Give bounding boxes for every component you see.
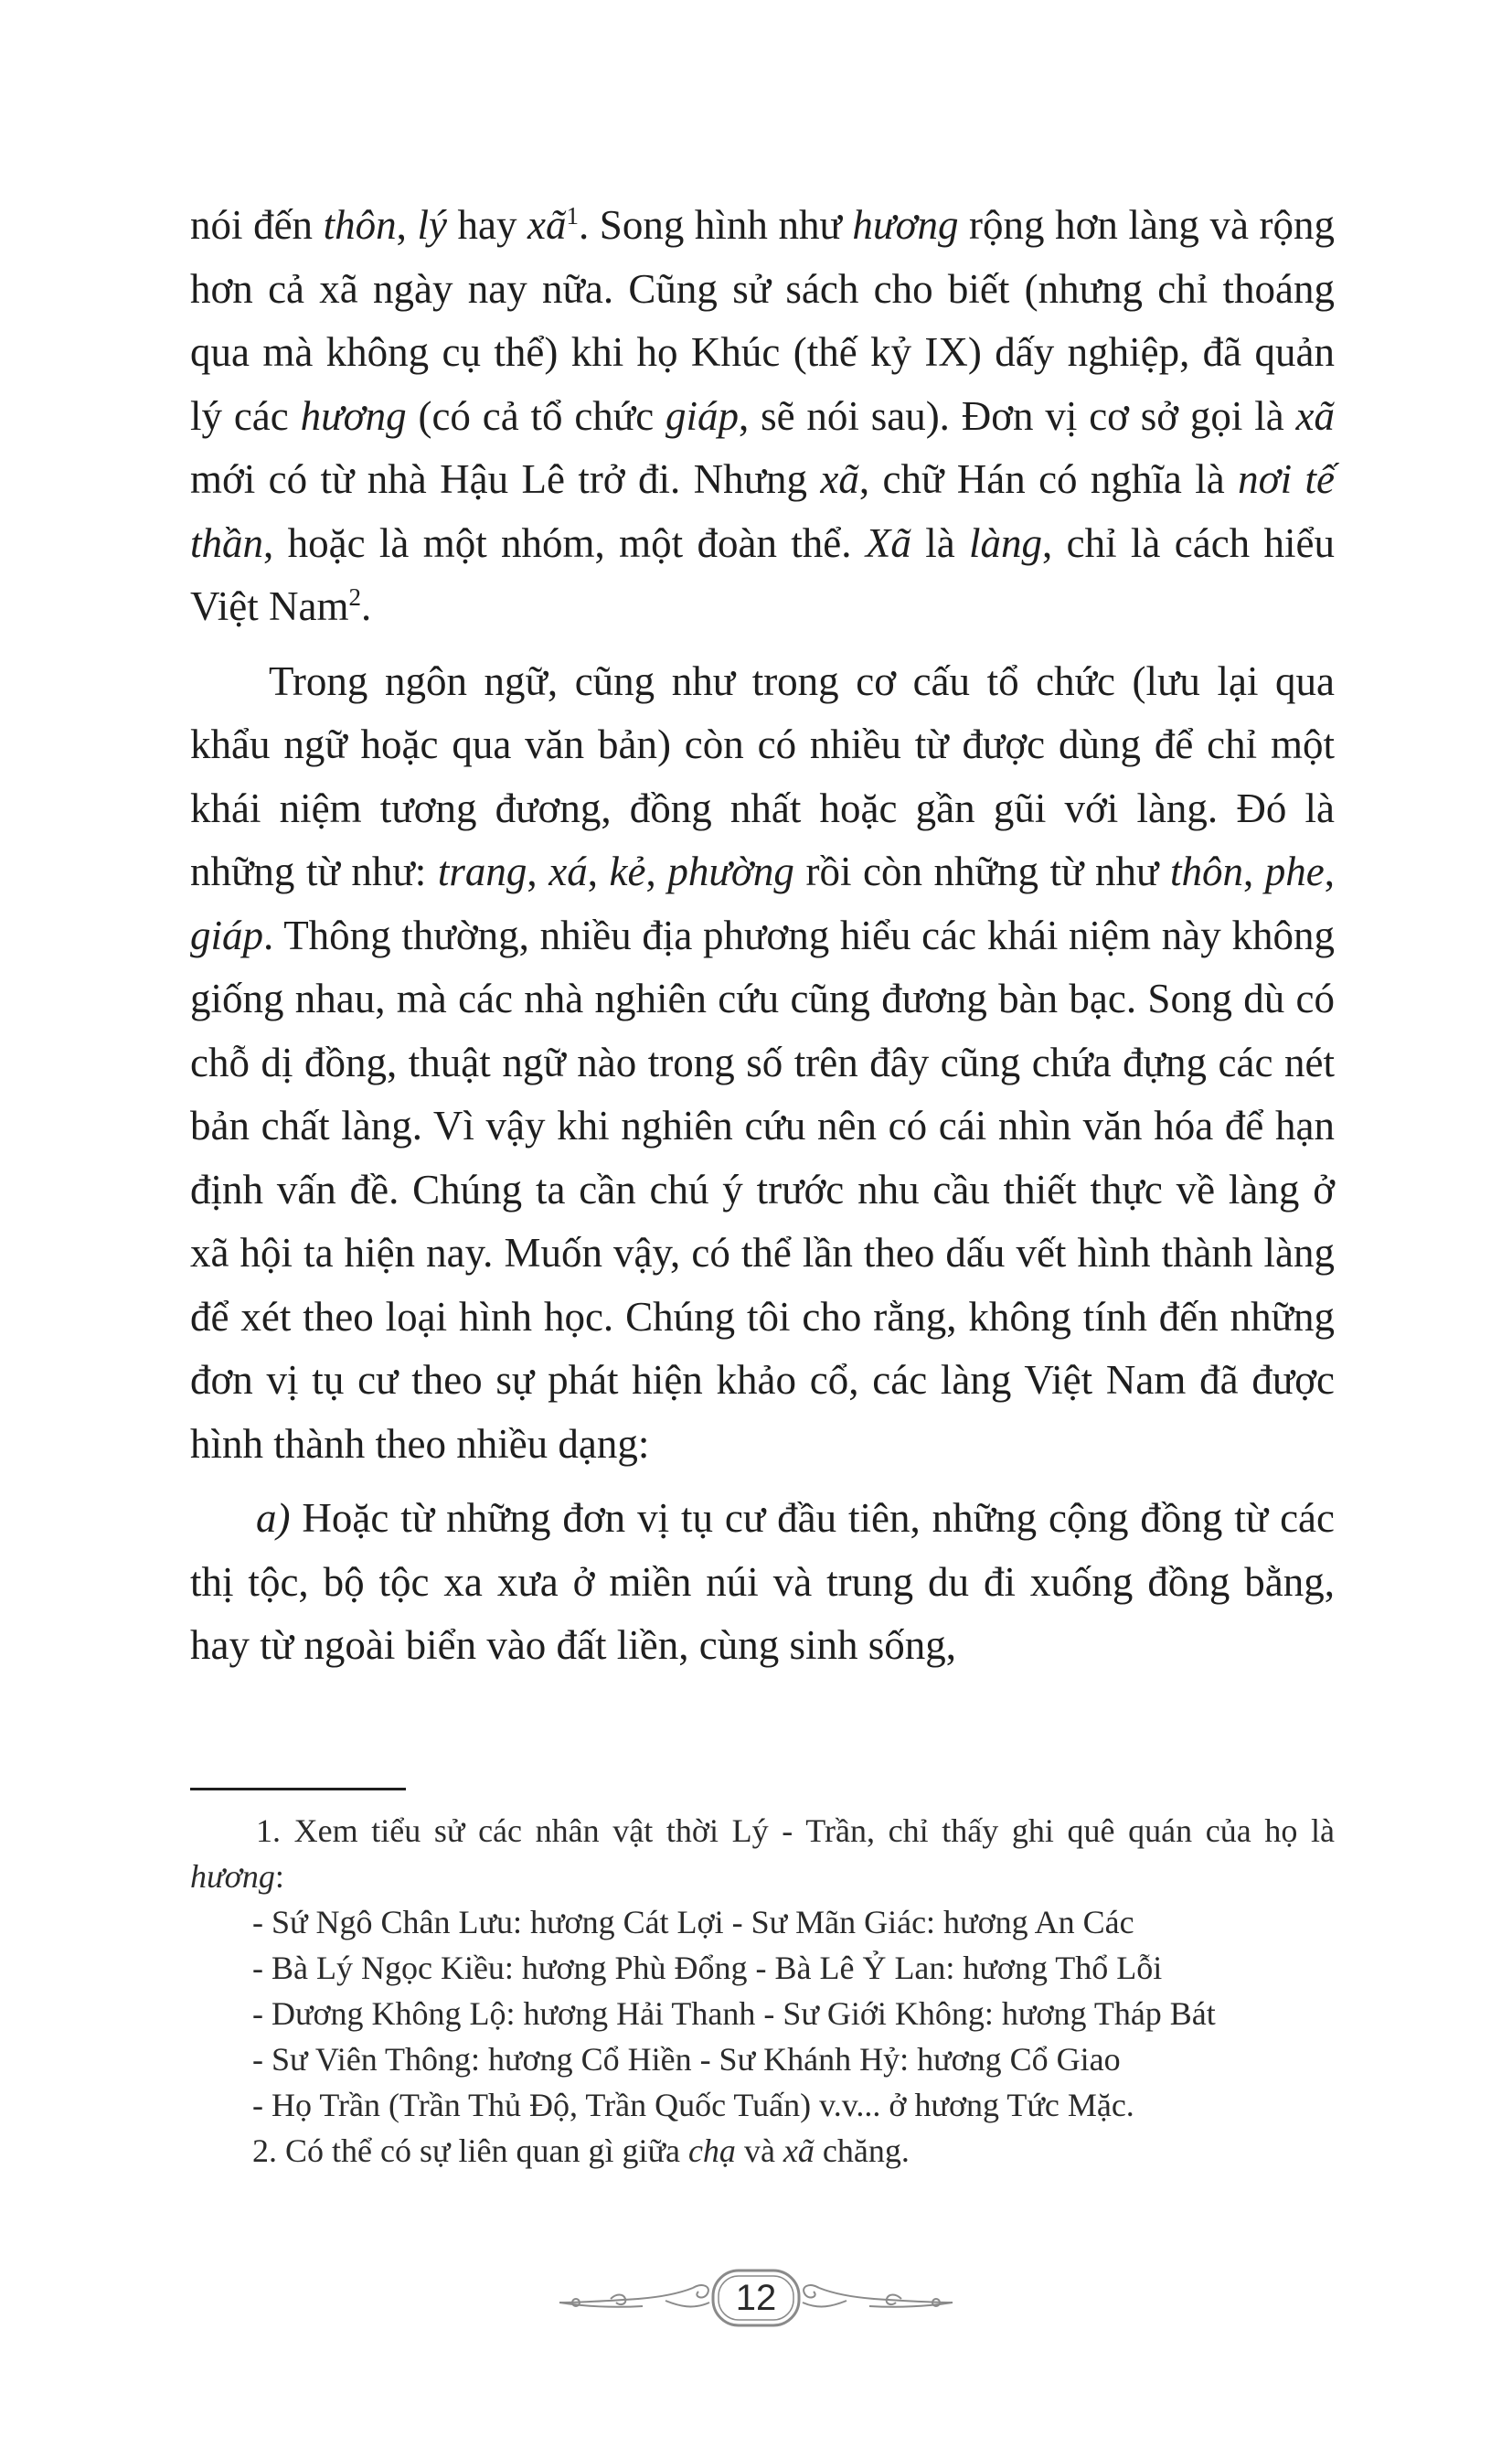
text-run: là <box>910 519 970 566</box>
text-run: , <box>527 849 549 894</box>
text-run: nói đến <box>190 202 324 248</box>
footnotes <box>190 1808 1335 2174</box>
footnote-list-item: - Sư Viên Thông: hương Cổ Hiền - Sư Khánh Hỷ: hương Cổ Giao <box>252 2041 1121 2078</box>
text-run: , hoặc là một nhóm, một đoàn thể. <box>263 519 866 566</box>
text-run: (có cả tổ chức <box>406 392 665 439</box>
footnote-divider <box>190 1788 406 1790</box>
paragraph-3 <box>190 1487 1335 1678</box>
text-run: Trong ngôn ngữ, cũng như trong cơ cấu tổ chức (lưu lại qua khẩu ngữ hoặc qua văn bản) còn có nhiều từ được dùng để chỉ một khái niệm tương đương, đồng nhất hoặc gần gũi với làng. Đó là những từ như: <box>190 657 1335 894</box>
italic-term: hương <box>300 392 407 439</box>
footnote-list-item: - Dương Không Lộ: hương Hải Thanh - Sư Giới Không: hương Tháp Bát <box>252 1995 1216 2032</box>
paragraph-2 <box>190 650 1335 1477</box>
text-run: , chữ Hán có nghĩa là <box>858 456 1239 502</box>
text-run: , <box>1324 849 1336 894</box>
text-run: : <box>274 1858 284 1895</box>
text-run: rộng hơn làng và rộng hơn cả xã ngày nay nữa. Cũng sử sách cho biết (nhưng chỉ thoáng qua mà không cụ thể) khi họ Khúc (thế kỷ IX) dấy nghiệp, đã quản lý các <box>190 202 1336 439</box>
text-run: . <box>361 583 372 629</box>
footnote-list-item: - Sứ Ngô Chân Lưu: hương Cát Lợi - Sư Mãn Giác: hương An Các <box>252 1904 1134 1940</box>
text-run: , sẽ nói sau). Đơn vị cơ sở gọi là <box>739 392 1296 439</box>
text-run: và <box>735 2132 783 2169</box>
italic-term: Xã <box>865 519 911 566</box>
italic-term: xã <box>527 202 567 248</box>
footnote-1 <box>190 1808 1335 1899</box>
footnote-ref-1: 1 <box>566 202 579 230</box>
italic-term: phe <box>1264 849 1325 894</box>
italic-term: làng <box>969 519 1043 566</box>
italic-term: phường <box>667 849 794 894</box>
text-run: Hoặc từ những đơn vị tụ cư đầu tiên, những cộng đồng từ các thị tộc, bộ tộc xa xưa ở miền núi và trung du đi xuống đồng bằng, hay từ ngoài biển vào đất liền, cùng sinh sống, <box>190 1495 1335 1668</box>
italic-term: xã <box>783 2132 815 2169</box>
text-run: hay <box>446 202 528 248</box>
italic-term: xá <box>548 849 588 894</box>
italic-term: chạ <box>687 2132 736 2169</box>
text-run: mới có từ nhà Hậu Lê trở đi. Nhưng <box>190 456 821 502</box>
footnote-list-item: - Họ Trần (Trần Thủ Độ, Trần Quốc Tuấn) v.v... ở hương Tức Mặc. <box>252 2087 1134 2123</box>
footnote-list-item: - Bà Lý Ngọc Kiều: hương Phù Đổng - Bà Lê Ỷ Lan: hương Thổ Lỗi <box>252 1950 1163 1986</box>
italic-term: giáp <box>665 392 740 439</box>
text-run: , <box>396 202 418 248</box>
text-run: 2. Có thể có sự liên quan gì giữa <box>252 2132 688 2169</box>
text-run: , <box>587 849 610 894</box>
italic-term: xã <box>820 456 859 502</box>
italic-term: xã <box>1295 392 1336 439</box>
text-run: , chỉ là cách hiểu Việt Nam <box>190 519 1335 629</box>
text-run: 1. Xem tiểu sử các nhân vật thời Lý - Trần, chỉ thấy ghi quê quán của họ là <box>256 1812 1335 1849</box>
text-run: rồi còn những từ như <box>793 849 1170 894</box>
italic-term: lý <box>417 202 447 248</box>
footnote-ref-2: 2 <box>348 583 361 611</box>
italic-term: giáp <box>190 912 264 958</box>
italic-term: trang <box>437 849 527 894</box>
text-run: . Song hình như <box>579 202 853 248</box>
text-run: chăng. <box>814 2132 910 2169</box>
text-run: . Thông thường, nhiều địa phương hiểu các khái niệm này không giống nhau, mà các nhà nghiên cứu cũng đương bàn bạc. Song dù có chỗ dị đồng, thuật ngữ nào trong số trên đây cũng chứa đựng các nét bản chất làng. Vì vậy khi nghiên cứu nên có cái nhìn văn hóa để hạn định vấn đề. Chúng ta cần chú ý trước nhu cầu thiết thực về làng ở xã hội ta hiện nay. Muốn vậy, có thể lần theo dấu vết hình thành làng để xét theo loại hình học. Chúng tôi cho rằng, không tính đến những đơn vị tụ cư theo sự phát hiện khảo cổ, các làng Việt Nam đã được hình thành theo nhiều dạng: <box>190 912 1335 1467</box>
list-marker: a) <box>256 1495 291 1541</box>
italic-term: thôn <box>1169 849 1243 894</box>
italic-term: hương <box>852 202 959 248</box>
footnote-2 <box>190 2128 1335 2174</box>
page-number-ornament <box>556 2266 956 2330</box>
text-run: , <box>645 849 668 894</box>
paragraph-1 <box>190 194 1335 639</box>
text-run: , <box>1242 849 1265 894</box>
italic-term: nơi tế thần <box>190 456 1335 566</box>
italic-term: hương <box>190 1858 275 1895</box>
main-text <box>190 194 1335 1678</box>
page-number: 12 <box>735 2278 777 2318</box>
italic-term: thôn <box>323 202 397 248</box>
italic-term: kẻ <box>609 849 646 894</box>
